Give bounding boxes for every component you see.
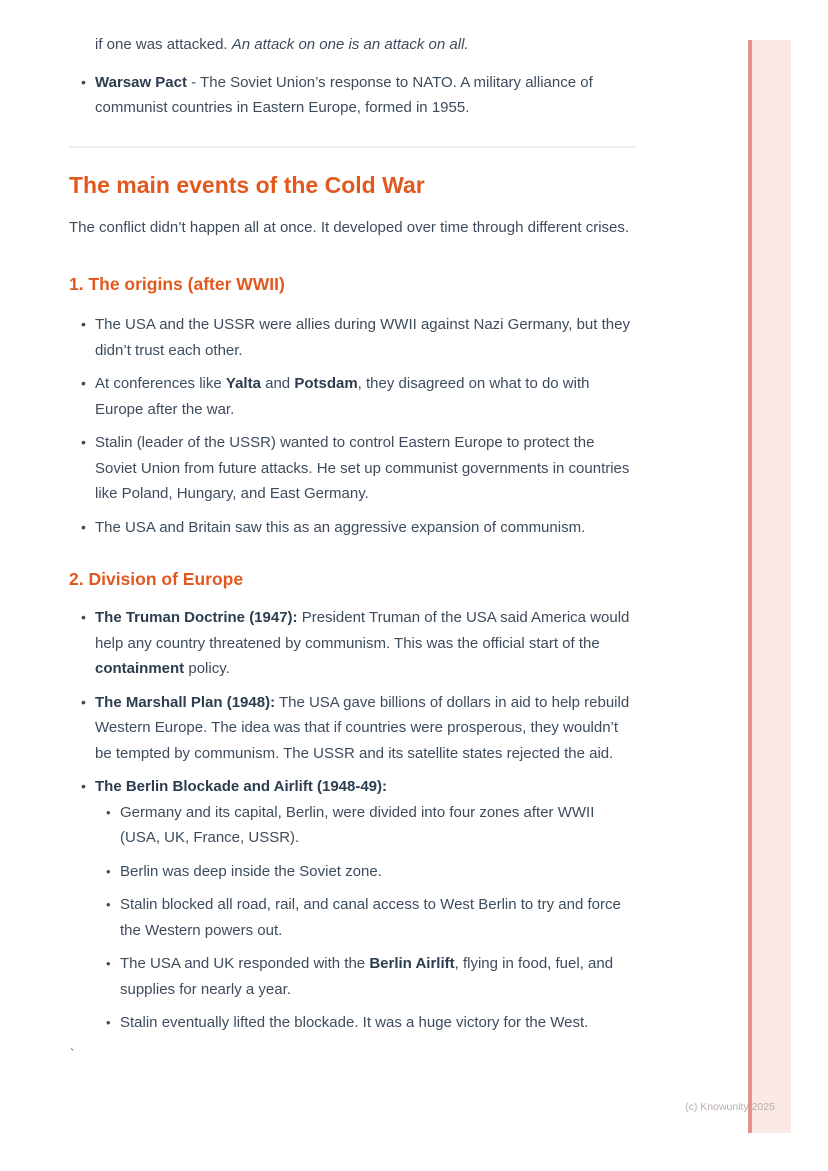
stray-backtick-char: ` — [70, 1045, 75, 1061]
text-segment: Stalin (leader of the USSR) wanted to control Eastern Europe to protect the Soviet Union from future attacks. He set up communist governments in countries like Poland, Hungary, and East Germany. — [95, 434, 630, 502]
list-item-warsaw-pact — [95, 70, 636, 121]
text-segment: , flying in food, fuel, and supplies for nearly a year. — [120, 955, 614, 998]
text-segment: The USA and UK responded with the — [120, 955, 370, 972]
section-2-heading: 2. Division of Europe — [69, 569, 244, 589]
text-segment: Potsdam — [294, 375, 358, 392]
list-item-berlin-blockade — [95, 774, 636, 1036]
section-1-heading: 1. The origins (after WWII) — [69, 274, 285, 294]
copyright-watermark: (c) Knowunity 2025 — [685, 1101, 775, 1113]
text-segment: At conferences like — [95, 375, 226, 392]
text-segment: The USA and the USSR were allies during WWII against Nazi Germany, but they didn’t trust each other. — [95, 316, 630, 359]
page-title: The main events of the Cold War — [69, 171, 425, 198]
text-segment: if one was attacked. — [95, 36, 232, 53]
section-divider — [69, 146, 636, 148]
list-item — [95, 371, 636, 422]
content-column — [69, 0, 636, 1064]
text-segment: Berlin Airlift — [369, 955, 455, 972]
text-segment: The Truman Doctrine (1947): — [95, 609, 298, 626]
text-segment: The USA gave billions of dollars in aid to help rebuild Western Europe. The idea was that if countries were prosperous, they wouldn’t be tempted by communism. The USSR and its satellite states rejected the aid. — [95, 693, 630, 762]
text-segment: - The Soviet Union’s response to NATO. A military alliance of communist countries in Eastern Europe, formed in 1955. — [95, 73, 593, 116]
list-item-marshall-plan — [95, 690, 636, 767]
text-segment: Warsaw Pact — [95, 73, 187, 91]
sub-list-item — [120, 951, 636, 1002]
berlin-blockade-label — [95, 778, 387, 795]
text-segment: containment — [95, 660, 185, 677]
list-item — [95, 312, 636, 363]
text-segment: The Marshall Plan (1948): — [95, 693, 276, 711]
intro-continuation-text — [95, 32, 636, 58]
text-segment: President Truman of the USA said America would help any country threatened by communism. This was the official start of the — [95, 609, 630, 652]
text-segment: The Berlin Blockade and Airlift (1948-49): — [95, 778, 388, 795]
text-segment: Stalin eventually lifted the blockade. It was a huge victory for the West. — [120, 1014, 589, 1031]
intro-bullet-list — [69, 70, 636, 121]
text-segment: Yalta — [225, 375, 261, 392]
list-item-truman-doctrine — [95, 605, 636, 682]
text-segment: and — [260, 375, 295, 392]
sub-list-item — [120, 892, 636, 943]
text-segment: policy. — [184, 660, 230, 677]
berlin-sub-list — [95, 800, 636, 1036]
text-segment: , they disagreed on what to do with Europe after the war. — [95, 375, 590, 418]
sub-list-item — [120, 1010, 636, 1036]
text-segment: Berlin was deep inside the Soviet zone. — [120, 862, 382, 880]
intro-paragraph: The conflict didn’t happen all at once. It developed over time through different crises. — [69, 218, 630, 236]
sub-list-item — [120, 800, 636, 851]
text-segment: Stalin blocked all road, rail, and canal access to West Berlin to try and force the Western powers out. — [120, 896, 621, 939]
text-segment: The USA and Britain saw this as an aggressive expansion of communism. — [95, 518, 586, 536]
sub-list-item — [120, 859, 636, 885]
list-item — [95, 430, 636, 507]
section-1-list — [69, 312, 636, 540]
text-segment: An attack on one is an attack on all. — [231, 36, 469, 53]
right-margin-stripe — [748, 40, 791, 1133]
section-2-list — [69, 605, 636, 1036]
text-segment: Germany and its capital, Berlin, were divided into four zones after WWII (USA, UK, France, USSR). — [120, 803, 595, 846]
list-item — [95, 515, 636, 541]
